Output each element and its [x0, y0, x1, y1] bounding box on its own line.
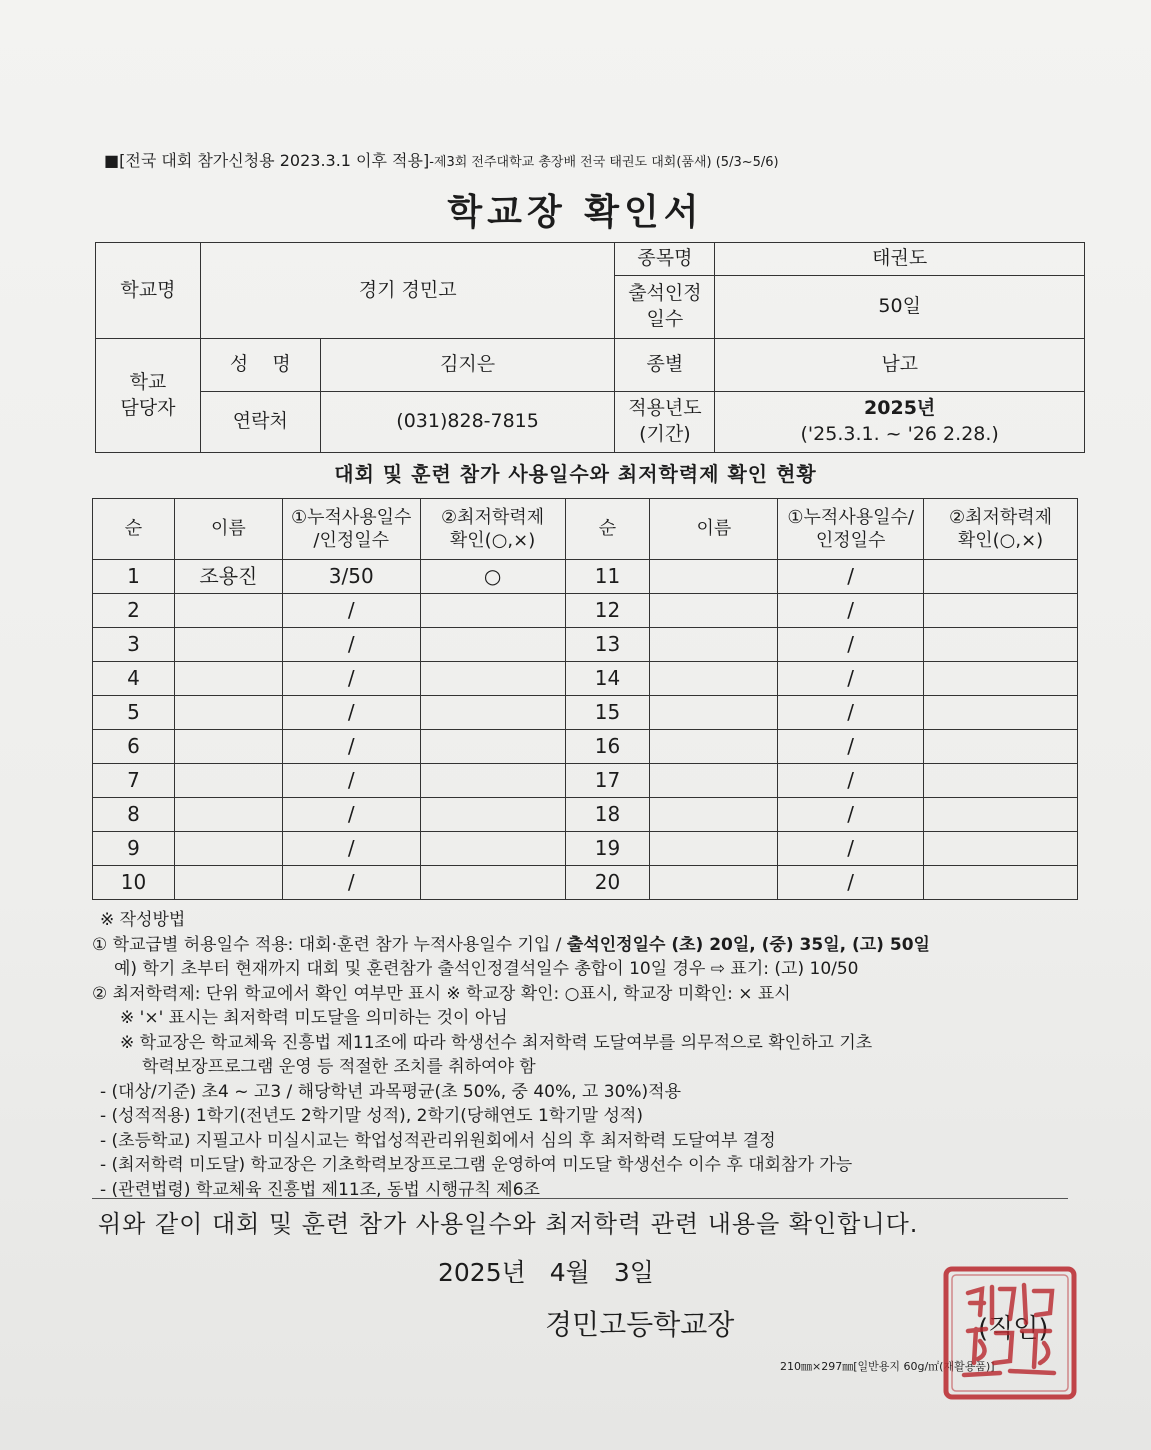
roster-name-cell [174, 866, 282, 900]
confirm-statement: 위와 같이 대회 및 훈련 참가 사용일수와 최저학력 관련 내용을 확인합니다. [98, 1210, 919, 1238]
roster-no-cell: 4 [93, 662, 175, 696]
contact-value: (031)828-7815 [320, 392, 615, 453]
roster-check-cell [420, 798, 565, 832]
roster-no-cell: 1 [93, 560, 175, 594]
header-event: -제3회 전주대학교 총장배 전국 태권도 대회(품새) (5/3~5/6) [429, 155, 779, 170]
name-label: 성 명 [200, 339, 320, 392]
detail-5: - (관련법령) 학교체육 진흥법 제11조, 동법 시행규칙 제6조 [100, 1179, 540, 1200]
roster-header-row [93, 499, 1078, 560]
notes-heading: ※ 작성방법 [100, 910, 186, 930]
school-value: 경기 경민고 [200, 243, 615, 339]
roster-name-cell [650, 730, 778, 764]
roster-name-cell [174, 594, 282, 628]
roster-days-cell: / [778, 560, 924, 594]
attendance-value: 50일 [715, 276, 1085, 339]
roster-days-cell: / [282, 730, 420, 764]
roster-no-cell: 8 [93, 798, 175, 832]
roster-name-cell [650, 696, 778, 730]
roster-days-cell: 3/50 [282, 560, 420, 594]
note-2: ② 최저학력제: 단위 학교에서 확인 여부만 표시 ※ 학교장 확인: ○표시, 학교장 미확인: × 표시 [92, 983, 791, 1004]
year-label: 적용년도 (기간) [615, 392, 715, 453]
roster-name-cell [174, 798, 282, 832]
roster-name-cell [650, 764, 778, 798]
roster-days-cell: / [778, 764, 924, 798]
note-2-b: ※ 학교장은 학교체육 진흥법 제11조에 따라 학생선수 최저학력 도달여부를 의무적으로 확인하고 기초 [120, 1032, 873, 1053]
year-value: 2025년 [864, 397, 936, 420]
roster-days-cell: / [778, 832, 924, 866]
roster-name-cell [174, 628, 282, 662]
table-row [93, 628, 1078, 662]
header-no-right: 순 [565, 499, 650, 560]
roster-check-cell [420, 832, 565, 866]
document-title: 학교장 확인서 [447, 192, 704, 233]
date-month: 4월 [549, 1258, 590, 1287]
note-1 [92, 933, 1092, 958]
roster-days-cell: / [778, 730, 924, 764]
official-seal-stamp [940, 1263, 1080, 1403]
roster-days-cell: / [282, 696, 420, 730]
roster-check-cell [420, 730, 565, 764]
roster-check-cell [924, 730, 1078, 764]
roster-check-cell [924, 832, 1078, 866]
roster-name-cell [174, 764, 282, 798]
principal-title: 경민고등학교장 [545, 1308, 735, 1341]
gender-value: 남고 [715, 339, 1085, 392]
table-row [93, 866, 1078, 900]
table-row [93, 594, 1078, 628]
roster-no-cell: 13 [565, 628, 650, 662]
roster-check-cell: ○ [420, 560, 565, 594]
header-line [104, 148, 1064, 171]
table-row [93, 730, 1078, 764]
note-1-bold: 출석인정일수 (초) 20일, (중) 35일, (고) 50일 [566, 934, 930, 955]
detail-4: - (최저학력 미도달) 학교장은 기초학력보장프로그램 운영하여 미도달 학생선수 이수 후 대회참가 가능 [100, 1155, 853, 1175]
event-label: 종목명 [615, 243, 715, 276]
header-check: ②최저학력제 확인(○,×) [420, 499, 565, 560]
roster-no-cell: 7 [93, 764, 175, 798]
roster-check-cell [924, 866, 1078, 900]
staff-label: 학교 담당자 [96, 339, 201, 453]
name-value: 김지은 [320, 339, 615, 392]
roster-body [93, 560, 1078, 900]
roster-no-cell: 14 [565, 662, 650, 696]
roster-days-cell: / [778, 662, 924, 696]
roster-no-cell: 12 [565, 594, 650, 628]
roster-no-cell: 18 [565, 798, 650, 832]
roster-no-cell: 3 [93, 628, 175, 662]
roster-name-cell [650, 866, 778, 900]
roster-no-cell: 6 [93, 730, 175, 764]
header-no: 순 [93, 499, 175, 560]
school-label: 학교명 [96, 243, 201, 339]
roster-name-cell [650, 662, 778, 696]
header-check-right: ②최저학력제 확인(○,×) [924, 499, 1078, 560]
roster-days-cell: / [778, 696, 924, 730]
note-2-c: 학력보장프로그램 운영 등 적절한 조치를 취하여야 함 [142, 1057, 536, 1077]
note-1-text: ① 학교급별 허용일수 적용: 대회·훈련 참가 누적사용일수 기입 / [92, 934, 567, 955]
note-1-example: 예) 학기 초부터 현재까지 대회 및 훈련참가 출석인정결석일수 총합이 10일 경우 ⇨ 표기: (고) 10/50 [114, 959, 859, 979]
table-row [93, 662, 1078, 696]
roster-days-cell: / [778, 798, 924, 832]
detail-2: - (성적적용) 1학기(전년도 2학기말 성적), 2학기(당해연도 1학기말 성적) [100, 1106, 643, 1126]
roster-no-cell: 10 [93, 866, 175, 900]
roster-days-cell: / [778, 628, 924, 662]
header-prefix: ■[전국 대회 참가신청용 2023.3.1 이후 적용] [104, 151, 430, 170]
notes-section [92, 908, 1092, 1202]
roster-check-cell [924, 560, 1078, 594]
attendance-label: 출석인정 일수 [615, 276, 715, 339]
roster-name-cell [650, 798, 778, 832]
table-row [93, 832, 1078, 866]
roster-no-cell: 9 [93, 832, 175, 866]
roster-days-cell: / [778, 594, 924, 628]
roster-no-cell: 5 [93, 696, 175, 730]
roster-name-cell [650, 628, 778, 662]
gender-label: 종별 [615, 339, 715, 392]
contact-label: 연락처 [200, 392, 320, 453]
roster-check-cell [420, 764, 565, 798]
roster-name-cell [174, 730, 282, 764]
date-day: 3일 [613, 1258, 654, 1287]
roster-name-cell [650, 594, 778, 628]
roster-no-cell: 19 [565, 832, 650, 866]
period-value: ('25.3.1. ~ '26 2.28.) [800, 423, 999, 445]
roster-days-cell: / [282, 764, 420, 798]
header-days-right: ①누적사용일수/ 인정일수 [778, 499, 924, 560]
roster-check-cell [924, 764, 1078, 798]
roster-name-cell [650, 832, 778, 866]
roster-table [92, 498, 1078, 900]
info-table [95, 242, 1085, 453]
roster-check-cell [420, 594, 565, 628]
roster-no-cell: 16 [565, 730, 650, 764]
table-row [93, 696, 1078, 730]
separator-line [92, 1198, 1068, 1199]
roster-check-cell [420, 628, 565, 662]
roster-no-cell: 20 [565, 866, 650, 900]
roster-check-cell [420, 662, 565, 696]
roster-check-cell [420, 696, 565, 730]
roster-days-cell: / [282, 798, 420, 832]
year-cell [715, 392, 1085, 453]
table-row [93, 798, 1078, 832]
roster-days-cell: / [282, 832, 420, 866]
detail-1: - (대상/기준) 초4 ~ 고3 / 해당학년 과목평균(초 50%, 중 40%, 고 30%)적용 [100, 1081, 682, 1102]
roster-days-cell: / [282, 662, 420, 696]
paper-spec: 210㎜×297㎜[일반용지 60g/㎡(재활용품)] [780, 1360, 995, 1373]
note-2-a: ※ '×' 표시는 최저학력 미도달을 의미하는 것이 아님 [120, 1008, 508, 1028]
roster-name-cell [650, 560, 778, 594]
roster-check-cell [924, 662, 1078, 696]
roster-no-cell: 2 [93, 594, 175, 628]
event-value: 태권도 [715, 243, 1085, 276]
roster-check-cell [924, 696, 1078, 730]
seal-mark: (직인) [978, 1314, 1049, 1344]
roster-check-cell [924, 798, 1078, 832]
table-row [93, 764, 1078, 798]
roster-days-cell: / [282, 594, 420, 628]
roster-name-cell [174, 662, 282, 696]
roster-no-cell: 11 [565, 560, 650, 594]
roster-check-cell [420, 866, 565, 900]
date-year: 2025년 [438, 1258, 526, 1287]
issue-date [438, 1253, 678, 1289]
status-title: 대회 및 훈련 참가 사용일수와 최저학력제 확인 현황 [334, 462, 817, 486]
roster-no-cell: 15 [565, 696, 650, 730]
roster-check-cell [924, 628, 1078, 662]
roster-name-cell [174, 832, 282, 866]
header-name: 이름 [174, 499, 282, 560]
roster-check-cell [924, 594, 1078, 628]
detail-3: - (초등학교) 지필고사 미실시교는 학업성적관리위원회에서 심의 후 최저학력 도달여부 결정 [100, 1130, 776, 1151]
table-row [93, 560, 1078, 594]
roster-days-cell: / [282, 866, 420, 900]
roster-name-cell [174, 696, 282, 730]
header-days: ①누적사용일수 /인정일수 [282, 499, 420, 560]
roster-name-cell: 조용진 [174, 560, 282, 594]
roster-no-cell: 17 [565, 764, 650, 798]
roster-days-cell: / [778, 866, 924, 900]
roster-days-cell: / [282, 628, 420, 662]
header-name-right: 이름 [650, 499, 778, 560]
